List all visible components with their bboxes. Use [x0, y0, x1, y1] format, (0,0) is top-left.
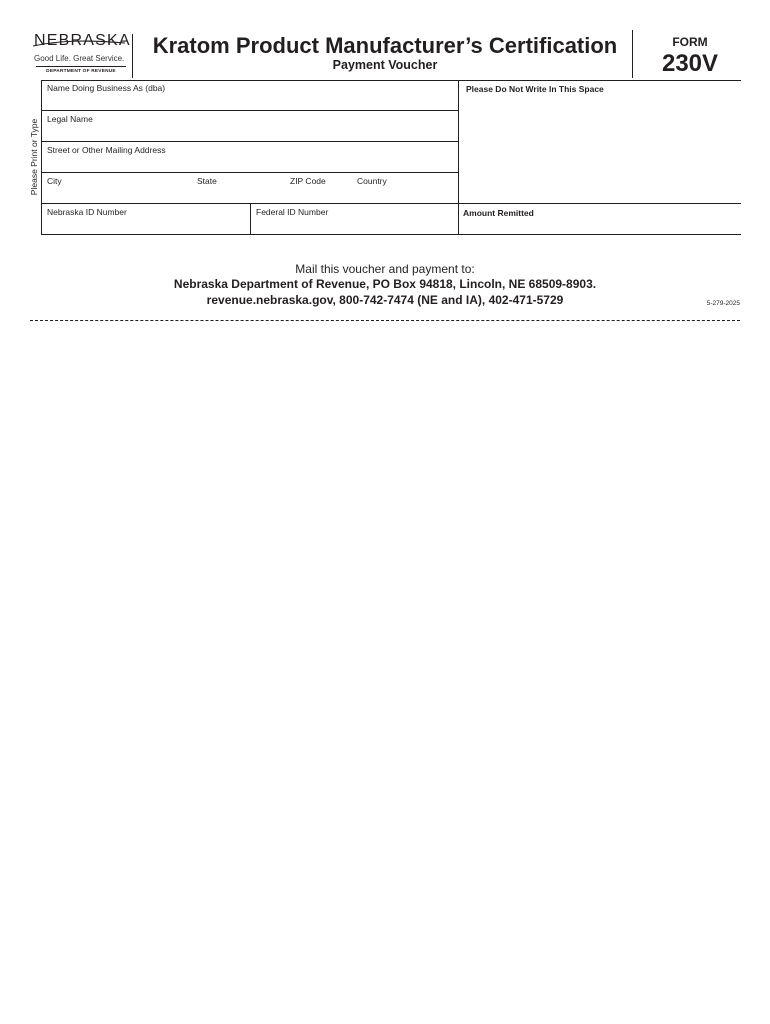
header-divider-left: [132, 34, 133, 78]
zip-code-field[interactable]: ZIP Code: [290, 176, 326, 186]
cut-line: [30, 320, 740, 321]
form-label: FORM: [672, 35, 708, 49]
logo-department: DEPARTMENT OF REVENUE: [46, 68, 116, 74]
logo-rule: [36, 66, 126, 67]
street-address-field[interactable]: Street or Other Mailing Address: [47, 145, 166, 155]
legal-name-field[interactable]: Legal Name: [47, 114, 93, 124]
grid-line-row3: [41, 172, 458, 173]
print-or-type-label: Please Print or Type: [29, 118, 39, 196]
grid-line-bottom: [41, 234, 741, 235]
federal-id-field[interactable]: Federal ID Number: [256, 207, 329, 217]
amount-remitted-field[interactable]: Amount Remitted: [463, 208, 534, 218]
form-title: Kratom Product Manufacturer’s Certification: [152, 33, 618, 58]
mailing-address: Nebraska Department of Revenue, PO Box 94818, Lincoln, NE 68509-8903.: [173, 277, 597, 291]
logo-tagline: Good Life. Great Service.: [34, 54, 125, 63]
logo-swoosh-icon: [31, 39, 127, 49]
grid-line-middle: [458, 80, 459, 235]
form-number: 230V: [661, 50, 719, 77]
grid-line-row1: [41, 110, 458, 111]
form-subtitle: Payment Voucher: [332, 58, 438, 72]
dba-field[interactable]: Name Doing Business As (dba): [47, 83, 166, 93]
revision-code: 5-279-2025: [706, 300, 740, 307]
grid-line-left: [41, 80, 42, 235]
nebraska-wordmark: NEBRASKA: [34, 32, 131, 49]
city-field[interactable]: City: [47, 176, 62, 186]
grid-line-id-divider: [250, 203, 251, 235]
country-field[interactable]: Country: [357, 176, 387, 186]
mailing-instruction: Mail this voucher and payment to:: [295, 262, 475, 276]
grid-line-row4: [41, 203, 741, 204]
office-use-label: Please Do Not Write In This Space: [466, 84, 604, 94]
grid-line-top: [41, 80, 741, 81]
contact-info: revenue.nebraska.gov, 800-742-7474 (NE and IA), 402-471-5729: [206, 293, 564, 307]
nebraska-id-field[interactable]: Nebraska ID Number: [47, 207, 127, 217]
state-field[interactable]: State: [197, 176, 217, 186]
header-divider-right: [632, 30, 633, 78]
grid-line-row2: [41, 141, 458, 142]
